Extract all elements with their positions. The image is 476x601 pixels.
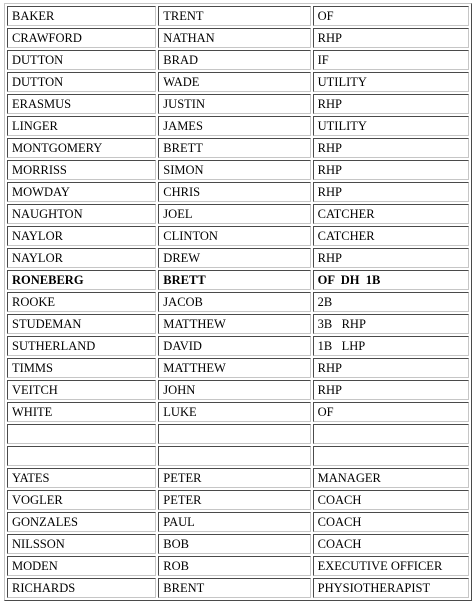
table-row [7, 204, 469, 224]
first-name-cell: CHRIS [158, 182, 310, 202]
roster-table-body [7, 6, 469, 598]
first-name-cell: PETER [158, 490, 310, 510]
first-name-cell: BOB [158, 534, 310, 554]
position-cell: 1B LHP [313, 336, 469, 356]
last-name-cell: RONEBERG [7, 270, 156, 290]
table-row [7, 336, 469, 356]
position-cell: PHYSIOTHERAPIST [313, 578, 469, 598]
table-row [7, 446, 469, 466]
first-name-cell: WADE [158, 72, 310, 92]
last-name-cell: GONZALES [7, 512, 156, 532]
position-cell: CATCHER [313, 204, 469, 224]
position-cell: OF [313, 402, 469, 422]
last-name-cell: TIMMS [7, 358, 156, 378]
last-name-cell: MORRISS [7, 160, 156, 180]
first-name-cell: DREW [158, 248, 310, 268]
roster-table [4, 3, 472, 601]
last-name-cell: MODEN [7, 556, 156, 576]
first-name-cell: JOEL [158, 204, 310, 224]
table-row [7, 94, 469, 114]
table-row [7, 6, 469, 26]
first-name-cell: PAUL [158, 512, 310, 532]
last-name-cell [7, 424, 156, 444]
position-cell: UTILITY [313, 72, 469, 92]
first-name-cell: MATTHEW [158, 358, 310, 378]
table-row [7, 578, 469, 598]
table-row [7, 424, 469, 444]
first-name-cell [158, 424, 310, 444]
table-row [7, 380, 469, 400]
table-row [7, 138, 469, 158]
last-name-cell: VOGLER [7, 490, 156, 510]
position-cell: OF DH 1B [313, 270, 469, 290]
table-row [7, 50, 469, 70]
table-row [7, 72, 469, 92]
table-row [7, 468, 469, 488]
first-name-cell: BRETT [158, 138, 310, 158]
table-row [7, 534, 469, 554]
position-cell: RHP [313, 28, 469, 48]
position-cell: RHP [313, 94, 469, 114]
first-name-cell: LUKE [158, 402, 310, 422]
position-cell: CATCHER [313, 226, 469, 246]
first-name-cell [158, 446, 310, 466]
last-name-cell: DUTTON [7, 50, 156, 70]
first-name-cell: BRETT [158, 270, 310, 290]
last-name-cell: BAKER [7, 6, 156, 26]
last-name-cell: DUTTON [7, 72, 156, 92]
first-name-cell: TRENT [158, 6, 310, 26]
position-cell: 2B [313, 292, 469, 312]
table-row [7, 248, 469, 268]
table-row [7, 116, 469, 136]
last-name-cell: NILSSON [7, 534, 156, 554]
table-row [7, 358, 469, 378]
table-row [7, 490, 469, 510]
last-name-cell: ERASMUS [7, 94, 156, 114]
last-name-cell: LINGER [7, 116, 156, 136]
first-name-cell: JOHN [158, 380, 310, 400]
table-row [7, 28, 469, 48]
position-cell: IF [313, 50, 469, 70]
position-cell: COACH [313, 512, 469, 532]
first-name-cell: JAMES [158, 116, 310, 136]
table-row [7, 160, 469, 180]
position-cell: MANAGER [313, 468, 469, 488]
position-cell: RHP [313, 182, 469, 202]
position-cell [313, 446, 469, 466]
table-row [7, 270, 469, 290]
table-row [7, 314, 469, 334]
last-name-cell: NAYLOR [7, 226, 156, 246]
last-name-cell: VEITCH [7, 380, 156, 400]
last-name-cell: SUTHERLAND [7, 336, 156, 356]
position-cell: RHP [313, 160, 469, 180]
table-row [7, 556, 469, 576]
position-cell: EXECUTIVE OFFICER [313, 556, 469, 576]
table-row [7, 292, 469, 312]
first-name-cell: JUSTIN [158, 94, 310, 114]
last-name-cell: CRAWFORD [7, 28, 156, 48]
position-cell: OF [313, 6, 469, 26]
first-name-cell: NATHAN [158, 28, 310, 48]
first-name-cell: DAVID [158, 336, 310, 356]
first-name-cell: JACOB [158, 292, 310, 312]
position-cell: UTILITY [313, 116, 469, 136]
table-row [7, 182, 469, 202]
table-row [7, 512, 469, 532]
last-name-cell: YATES [7, 468, 156, 488]
position-cell: COACH [313, 490, 469, 510]
first-name-cell: BRAD [158, 50, 310, 70]
first-name-cell: BRENT [158, 578, 310, 598]
position-cell: 3B RHP [313, 314, 469, 334]
first-name-cell: ROB [158, 556, 310, 576]
first-name-cell: PETER [158, 468, 310, 488]
last-name-cell: NAYLOR [7, 248, 156, 268]
last-name-cell: MOWDAY [7, 182, 156, 202]
last-name-cell: STUDEMAN [7, 314, 156, 334]
last-name-cell [7, 446, 156, 466]
last-name-cell: ROOKE [7, 292, 156, 312]
last-name-cell: WHITE [7, 402, 156, 422]
last-name-cell: MONTGOMERY [7, 138, 156, 158]
first-name-cell: SIMON [158, 160, 310, 180]
position-cell: COACH [313, 534, 469, 554]
table-row [7, 226, 469, 246]
last-name-cell: RICHARDS [7, 578, 156, 598]
table-row [7, 402, 469, 422]
first-name-cell: CLINTON [158, 226, 310, 246]
first-name-cell: MATTHEW [158, 314, 310, 334]
position-cell: RHP [313, 380, 469, 400]
position-cell: RHP [313, 138, 469, 158]
last-name-cell: NAUGHTON [7, 204, 156, 224]
position-cell [313, 424, 469, 444]
position-cell: RHP [313, 358, 469, 378]
position-cell: RHP [313, 248, 469, 268]
